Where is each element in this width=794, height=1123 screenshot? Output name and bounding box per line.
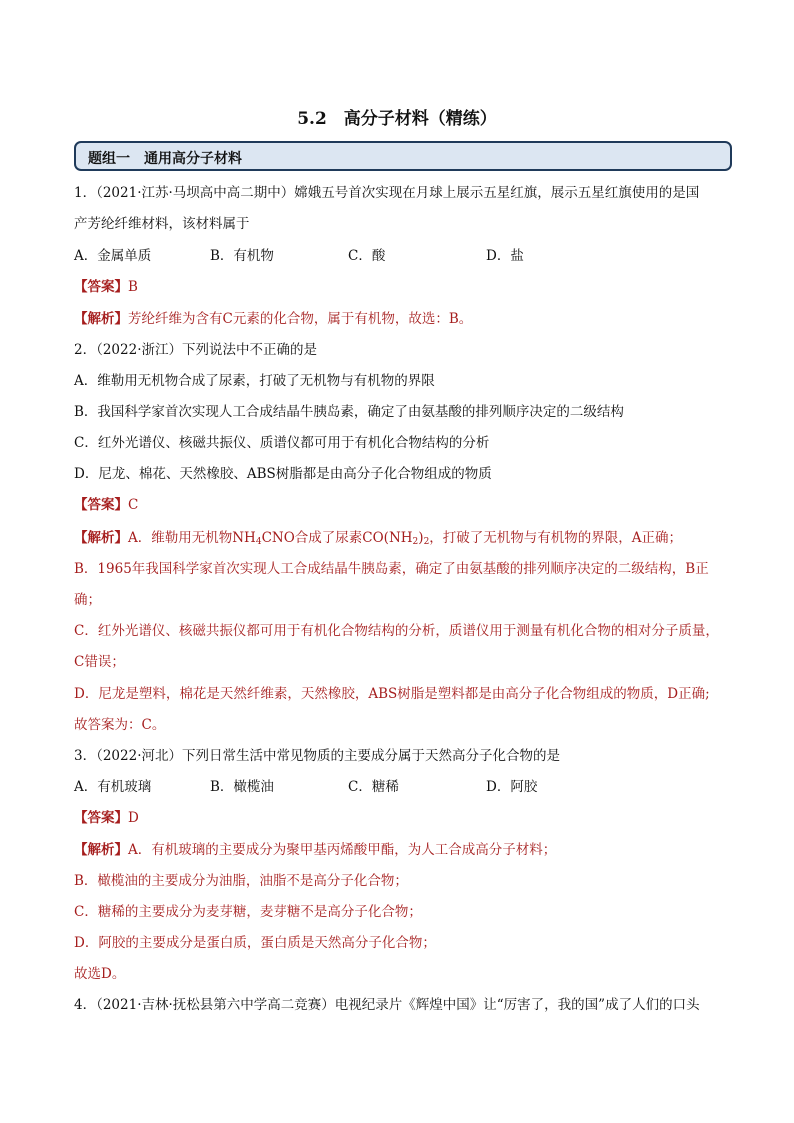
q2-answer [74,496,138,514]
analysis-text: ，打破了无机物与有机物的界限，A正确； [429,530,683,546]
q3-option-d: D．阿胶 [486,779,538,795]
q4-stem: 4．（2021·吉林·抚松县第六中学高二竞赛）电视纪录片《辉煌中国》让“厉害了，我的国”成了人们的口头 [74,997,700,1013]
q2-stem: 2．（2022·浙江）下列说法中不正确的是 [74,342,317,358]
q1-option-b: B．有机物 [210,248,274,264]
q2-analysis-c-line-2: C错误； [74,654,125,670]
analysis-tag: 【解析】 [74,530,128,546]
q1-analysis [74,310,472,328]
q3-analysis-c: C．糖稀的主要成分为麦芽糖，麦芽糖不是高分子化合物； [74,904,422,920]
q1-stem-line-2: 产芳纶纤维材料，该材料属于 [74,216,250,232]
analysis-text: CNO合成了尿素CO(NH [261,530,413,546]
answer-value: C [128,497,139,513]
analysis-text: 芳纶纤维为含有C元素的化合物，属于有机物，故选：B。 [128,311,473,327]
page-title: 5.2 高分子材料（精练） [297,109,497,129]
q2-analysis-d: D．尼龙是塑料，棉花是天然纤维素，天然橡胶，ABS树脂是塑料都是由高分子化合物组成的物质，D正确; [74,686,710,702]
q2-option-d: D．尼龙、棉花、天然橡胶、ABS树脂都是由高分子化合物组成的物质 [74,466,492,482]
q1-option-a: A．金属单质 [74,248,152,264]
answer-value: B [128,279,138,295]
q3-stem: 3．（2022·河北）下列日常生活中常见物质的主要成分属于天然高分子化合物的是 [74,748,560,764]
analysis-text: A．有机玻璃的主要成分为聚甲基丙烯酸甲酯，为人工合成高分子材料； [128,842,557,858]
q2-option-c: C．红外光谱仪、核磁共振仪、质谱仪都可用于有机化合物结构的分析 [74,435,490,451]
q1-stem-line-1: 1．（2021·江苏·马坝高中高二期中）嫦娥五号首次实现在月球上展示五星红旗，展示五星红旗使用的是国 [74,185,700,201]
answer-tag: 【答案】 [74,497,128,513]
question-group-label: 题组一 通用高分子材料 [88,151,242,167]
question-group-header [74,141,732,171]
q2-analysis-b-line-1: B．1965年我国科学家首次实现人工合成结晶牛胰岛素，确定了由氨基酸的排列顺序决定的二级结构，B正 [74,561,709,577]
subscript: 2 [412,537,419,547]
q2-analysis-b-line-2: 确； [74,592,101,608]
q3-analysis-a [74,841,556,859]
analysis-text: ) [418,530,424,546]
q3-option-c: C．糖稀 [348,779,399,795]
answer-tag: 【答案】 [74,810,128,826]
q2-analysis-c-line-1: C．红外光谱仪、核磁共振仪都可用于有机化合物结构的分析，质谱仪用于测量有机化合物的相对分子质量， [74,623,719,639]
q3-conclusion: 故选D。 [74,966,126,982]
answer-value: D [128,810,139,826]
q2-analysis-a [74,529,682,547]
q3-analysis-d: D．阿胶的主要成分是蛋白质，蛋白质是天然高分子化合物； [74,935,436,951]
analysis-text: A．维勒用无机物NH [128,530,256,546]
q3-answer [74,809,139,827]
analysis-tag: 【解析】 [74,842,128,858]
q3-option-b: B．橄榄油 [210,779,274,795]
q3-analysis-b: B．橄榄油的主要成分为油脂，油脂不是高分子化合物； [74,873,408,889]
q1-option-c: C．酸 [348,248,386,264]
analysis-tag: 【解析】 [74,311,128,327]
answer-tag: 【答案】 [74,279,128,295]
subscript: 4 [255,537,262,547]
q1-answer [74,278,138,296]
q1-option-d: D．盐 [486,248,524,264]
q3-option-a: A．有机玻璃 [74,779,152,795]
subscript: 2 [423,537,430,547]
q2-conclusion: 故答案为：C。 [74,717,166,733]
q2-option-a: A．维勒用无机物合成了尿素，打破了无机物与有机物的界限 [74,373,435,389]
q2-option-b: B．我国科学家首次实现人工合成结晶牛胰岛素，确定了由氨基酸的排列顺序决定的二级结构 [74,404,624,420]
